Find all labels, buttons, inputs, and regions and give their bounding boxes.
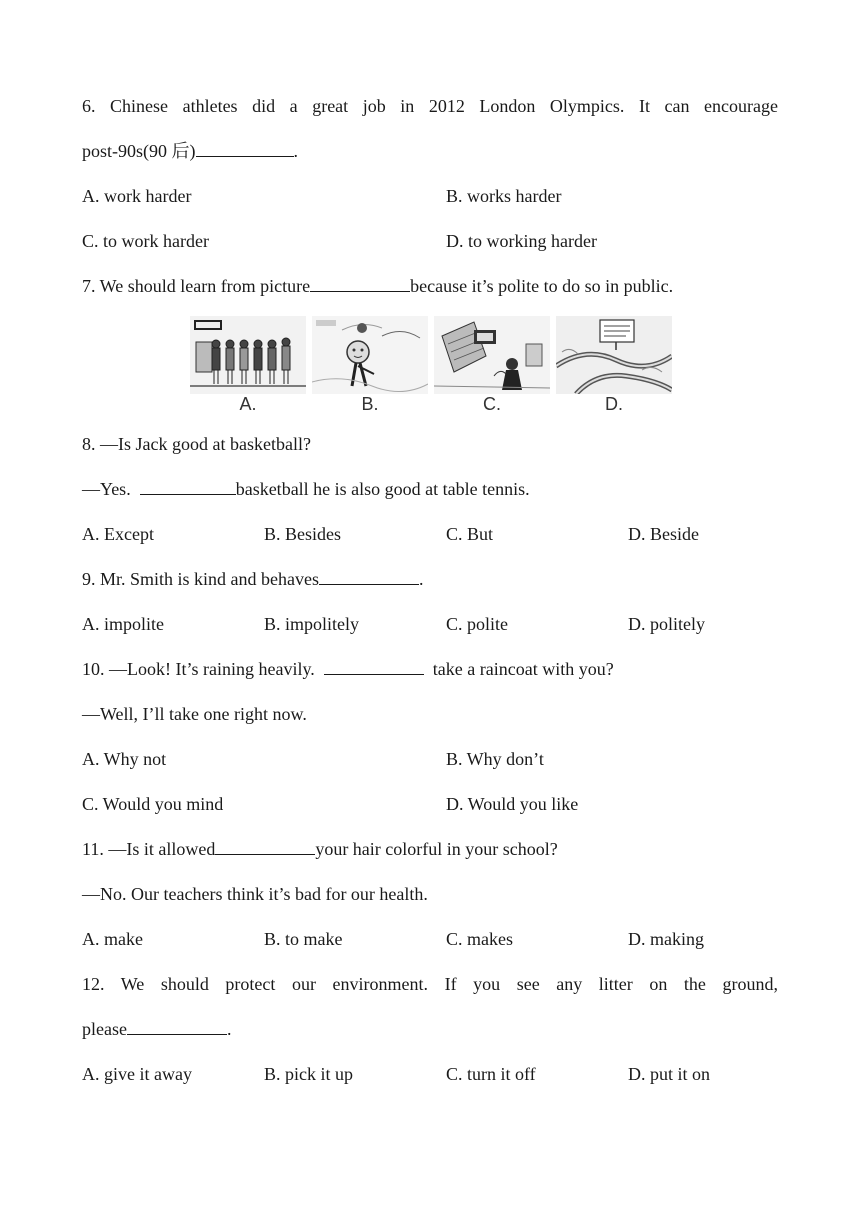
q8-stem-text: —Yes. xyxy=(82,479,131,499)
q10-option-d[interactable]: D. Would you like xyxy=(446,794,579,814)
q10-option-c[interactable]: C. Would you mind xyxy=(82,794,224,814)
q9-option-c[interactable]: C. polite xyxy=(446,614,508,634)
q11-stem-line1 xyxy=(82,837,778,861)
q7-picture-d-cartoon-image[interactable] xyxy=(556,316,672,394)
q7-stem xyxy=(82,274,778,298)
q6-stem-line2 xyxy=(82,139,778,163)
q7-answer-blank[interactable] xyxy=(310,274,410,292)
q9-stem-text: 9. Mr. Smith is kind and behaves xyxy=(82,569,319,589)
q12-stem-text: please xyxy=(82,1019,127,1039)
q9-option-b[interactable]: B. impolitely xyxy=(264,614,360,634)
q6-option-a[interactable]: A. work harder xyxy=(82,186,192,206)
q10-stem-text: 10. —Look! It’s raining heavily. xyxy=(82,659,315,679)
q9-stem xyxy=(82,567,778,591)
q6-option-b[interactable]: B. works harder xyxy=(446,186,562,206)
q7-picture-c-label: C. xyxy=(483,394,501,414)
q6-stem-end: . xyxy=(293,141,298,161)
q8-option-d[interactable]: D. Beside xyxy=(628,524,699,544)
q10-option-a[interactable]: A. Why not xyxy=(82,749,167,769)
q9-option-d[interactable]: D. politely xyxy=(628,614,705,634)
q6-answer-blank[interactable] xyxy=(196,139,294,157)
q8-stem-line1: 8. —Is Jack good at basketball? xyxy=(82,434,311,454)
q12-answer-blank[interactable] xyxy=(127,1017,227,1035)
q6-option-c[interactable]: C. to work harder xyxy=(82,231,209,251)
q9-answer-blank[interactable] xyxy=(319,567,419,585)
q8-answer-blank[interactable] xyxy=(140,477,236,495)
q6-option-d[interactable]: D. to working harder xyxy=(446,231,597,251)
q12-stem-line1: 12. We should protect our environment. If you see any litter on the ground, xyxy=(82,974,778,994)
q7-picture-d-label: D. xyxy=(605,394,623,414)
q9-option-a[interactable]: A. impolite xyxy=(82,614,164,634)
q10-stem-line2: —Well, I’ll take one right now. xyxy=(82,704,307,724)
q10-stem-line1 xyxy=(82,657,778,681)
q11-option-b[interactable]: B. to make xyxy=(264,929,343,949)
q10-option-b[interactable]: B. Why don’t xyxy=(446,749,544,769)
q12-stem-line2 xyxy=(82,1017,778,1041)
q11-answer-blank[interactable] xyxy=(215,837,315,855)
q8-stem-end: basketball he is also good at table tennis. xyxy=(235,479,530,499)
q6-stem-line1: 6. Chinese athletes did a great job in 2012 London Olympics. It can encourage xyxy=(82,96,778,116)
q11-option-d[interactable]: D. making xyxy=(628,929,704,949)
q11-stem-line2: —No. Our teachers think it’s bad for our health. xyxy=(82,884,428,904)
q7-picture-row xyxy=(190,316,674,416)
q7-picture-b-label: B. xyxy=(361,394,379,414)
q12-option-a[interactable]: A. give it away xyxy=(82,1064,192,1084)
q12-stem-end: . xyxy=(226,1019,232,1039)
q7-stem-end: because it’s polite to do so in public. xyxy=(410,276,674,296)
q7-picture-c-cartoon-image[interactable] xyxy=(434,316,550,394)
q7-picture-a-queue-image[interactable] xyxy=(190,316,306,394)
q8-option-c[interactable]: C. But xyxy=(446,524,494,544)
q10-stem-end: take a raincoat with you? xyxy=(432,659,614,679)
q8-stem-line2 xyxy=(82,477,778,501)
q11-option-c[interactable]: C. makes xyxy=(446,929,513,949)
q9-stem-end: . xyxy=(419,569,424,589)
q6-stem-text: post-90s(90 后) xyxy=(82,141,196,161)
q7-stem-text: 7. We should learn from picture xyxy=(82,276,311,296)
q8-option-a[interactable]: A. Except xyxy=(82,524,154,544)
q7-picture-b-cartoon-image[interactable] xyxy=(312,316,428,394)
q12-option-c[interactable]: C. turn it off xyxy=(446,1064,536,1084)
q11-stem-end: your hair colorful in your school? xyxy=(315,839,558,859)
q12-option-d[interactable]: D. put it on xyxy=(628,1064,711,1084)
q10-answer-blank[interactable] xyxy=(324,657,424,675)
q11-stem-text: 11. —Is it allowed xyxy=(82,839,216,859)
q12-option-b[interactable]: B. pick it up xyxy=(264,1064,353,1084)
q8-option-b[interactable]: B. Besides xyxy=(264,524,342,544)
q7-picture-a-label: A. xyxy=(239,394,257,414)
q11-option-a[interactable]: A. make xyxy=(82,929,143,949)
